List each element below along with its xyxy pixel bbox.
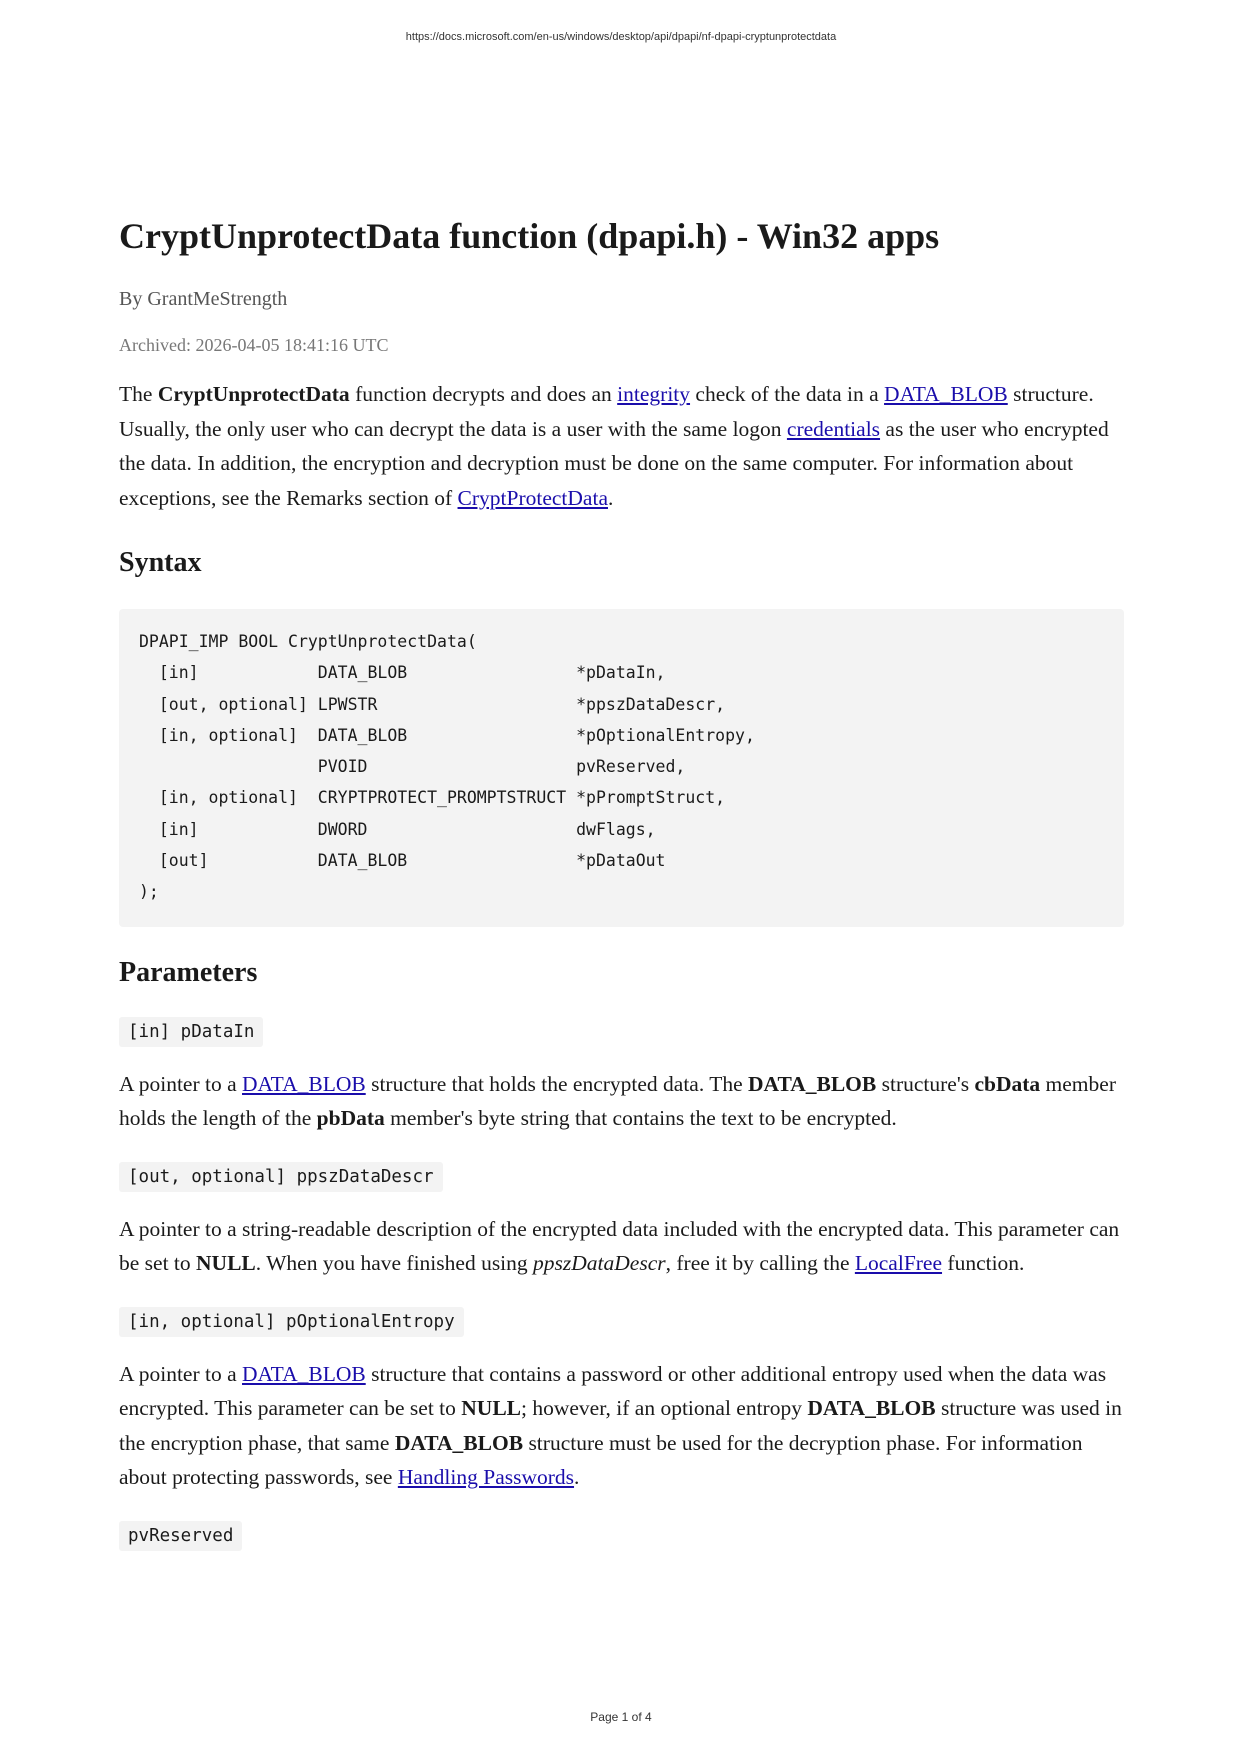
syntax-code-block [119, 609, 1124, 927]
page-number: Page 1 of 4 [590, 1710, 652, 1724]
param-pdatain-description: A pointer to a DATA_BLOB structure that holds the encrypted data. The DATA_BLOB structure's cbData member holds the length of the pbData member's byte string that contains the text to be encrypted. [119, 1071, 1116, 1131]
code-line: ); [139, 882, 159, 902]
intro-paragraph: The CryptUnprotectData function decrypts and does an integrity check of the data in a DATA_BLOB structure. Usually, the only user who can decrypt the data is a user with the same logon credentials as the user who encrypted the data. In addition, the encryption and decryption must be done on the same computer. For information about exceptions, see the Remarks section of CryptProtectData. [119, 382, 1109, 510]
parameters-heading: Parameters [119, 956, 258, 988]
code-line: [out] DATA_BLOB *pDataOut [139, 851, 666, 871]
syntax-heading: Syntax [119, 547, 202, 578]
code-line: [in] DATA_BLOB *pDataIn, [139, 663, 666, 683]
cryptprotectdata-link[interactable]: CryptProtectData [457, 485, 608, 510]
param-poptionalentropy-description: A pointer to a DATA_BLOB structure that contains a password or other additional entropy used when the data was encrypted. This parameter can be set to NULL; however, if an optional entropy DATA_BLOB structure was used in the encryption phase, that same DATA_BLOB structure must be used for the decryption phase. For information about protecting passwords, see Handling Passwords. [119, 1361, 1122, 1490]
page-url: https://docs.microsoft.com/en-us/windows/desktop/api/dpapi/nf-dpapi-cryptunprotectdata [405, 31, 837, 43]
code-line: [out, optional] LPWSTR *ppszDataDescr, [139, 694, 726, 714]
code-line: DPAPI_IMP BOOL CryptUnprotectData( [139, 632, 477, 651]
data-blob-link[interactable]: DATA_BLOB [242, 1071, 366, 1096]
localfree-link[interactable]: LocalFree [854, 1251, 943, 1276]
integrity-link[interactable]: integrity [617, 382, 691, 406]
code-line: PVOID pvReserved, [139, 757, 686, 777]
data-blob-link[interactable]: DATA_BLOB [884, 382, 1008, 406]
handling-passwords-link[interactable]: Handling Passwords [397, 1465, 575, 1490]
param-ppszdatadescr: [out, optional] ppszDataDescr [119, 1162, 443, 1192]
param-pvreserved: pvReserved [119, 1521, 242, 1551]
page-title: CryptUnprotectData function (dpapi.h) - Win32 apps [119, 216, 940, 256]
credentials-link[interactable]: credentials [786, 416, 881, 441]
article [119, 212, 1124, 1551]
param-pdatain: [in] pDataIn [119, 1017, 263, 1047]
code-line: [in, optional] CRYPTPROTECT_PROMPTSTRUCT *pPromptStruct, [139, 788, 726, 808]
data-blob-link[interactable]: DATA_BLOB [242, 1361, 366, 1386]
archived-timestamp: Archived: 2026-04-05 18:41:16 UTC [119, 335, 389, 355]
code-line: [in, optional] DATA_BLOB *pOptionalEntropy, [139, 725, 755, 745]
function-name: CryptUnprotectData [157, 382, 350, 406]
code-line: [in] DWORD dwFlags, [139, 819, 656, 839]
param-poptionalentropy: [in, optional] pOptionalEntropy [119, 1307, 464, 1337]
author-byline: By GrantMeStrength [119, 288, 288, 310]
param-ppszdatadescr-description: A pointer to a string-readable description of the encrypted data included with the encrypted data. This parameter can be set to NULL. When you have finished using ppszDataDescr, free it by calling the LocalFree function. [119, 1216, 1120, 1276]
